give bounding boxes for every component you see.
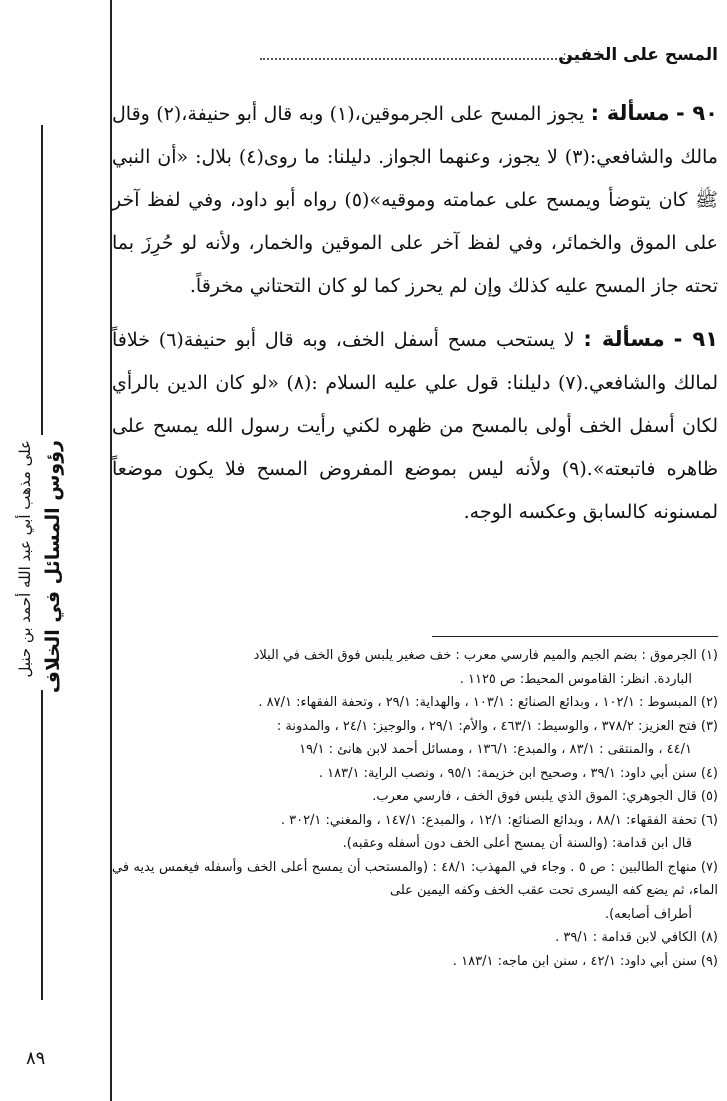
footnote-number: (٣) [700,718,718,734]
footnote-8 [112,926,718,950]
footnote-continuation: ٤٤/١ ، والمنتقى : ٨٣/١ ، والمبدع: ١٣٦/١ ، ومسائل أحمد لابن هانئ : ١٩/١ [299,742,692,757]
side-title [8,440,88,694]
footnote-text: منهاج الطالبين : ص ٥ . وجاء في المهذب: ٤٨/١ : (والمستحب أن يمسح أعلى الخف وأسفله فيغمس يديه في الماء، ثم يضع كفه اليسرى تحت عقب الخف وكفه اليمين على [112,859,718,898]
footnote-5 [112,785,718,809]
issue-text: يجوز المسح على الجرموقين،(١) وبه قال أبو حنيفة،(٢) وقال مالك والشافعي:(٣) لا يجوز، وعنهما الجواز. دليلنا: ما روى(٤) بلال: «أن النبي ﷺ كان يتوضأ ويمسح على عمامته وموقيه»(٥) رواه أبو داود، وفي لفظ آخر على الموق والخمائر، وفي لفظ آخر على الموقين والخمار، ولأنه لو حُرِزَ بما تحته جاز المسح عليه كذلك وإن لم يحرز كما لو كان التحتاني مخرقاً. [112,103,718,297]
footnote-number: (٨) [700,930,718,945]
issue-text: لا يستحب مسح أسفل الخف، وبه قال أبو حنيفة(٦) خلافاً لمالك والشافعي.(٧) دليلنا: قول علي عليه السلام :(٨) «لو كان الدين بالرأي لكان أسفل الخف أولى بالمسح من ظهره لكني رأيت رسول الله يمسح على ظاهره فاتبعته».(٩) ولأنه ليس بموضع المفروض المسح فلا يكون موضعاً لمسنونه كالسابق وعكسه الوجه. [112,329,718,523]
footnote-6 [112,809,718,856]
side-rule-bottom [41,690,43,1000]
footnote-2 [112,691,718,715]
footnote-9 [112,950,718,974]
footnote-text: تحفة الفقهاء: ٨٨/١ ، وبدائع الصنائع: ١٢/١ ، والمبدع: ١٤٧/١ ، والمغني: ٣٠٢/١ . [280,812,697,828]
footnote-text: سنن أبي داود: ٣٩/١ ، وصحيح ابن خزيمة: ٩٥/١ ، ونصب الراية: ١٨٣/١ . [318,765,697,781]
side-rule-top [41,125,43,435]
issue-label: مسألة : [583,327,665,351]
footnote-number: (٩) [700,953,718,969]
footnote-number: (٤) [700,765,718,781]
footnote-text: المبسوط : ١٠٢/١ ، وبدائع الصنائع : ١٠٣/١ ، والهداية: ٢٩/١ ، وتحفة الفقهاء: ٨٧/١ . [258,695,697,710]
footnote-number: (٧) [700,859,718,875]
footnote-continuation: الباردة. انظر: القاموس المحيط: ص ١١٢٥ . [459,671,692,687]
footnote-text: قال الجوهري: الموق الذي يلبس فوق الخف ، فارسي معرب. [372,789,697,804]
issue-91 [112,318,718,534]
running-header [112,44,718,70]
issue-number: ٩٠ - [675,101,718,125]
footnote-4 [112,762,718,786]
footnote-7 [112,856,718,927]
issue-number: ٩١ - [673,327,719,351]
footnote-text: سنن أبي داود: ٤٢/١ ، سنن ابن ماجه: ١٨٣/١ . [452,953,697,969]
footnote-number: (٢) [700,695,718,710]
footnote-number: (١) [700,648,718,663]
footnote-continuation: أطراف أصابعه). [604,906,692,922]
footnote-1 [112,644,718,691]
issue-label: مسألة : [590,101,670,125]
header-title: المسح على الخفين [558,45,718,65]
side-main-title: رؤوس المسائل في الخلاف [42,440,64,694]
header-dotted-rule [260,58,600,60]
main-text [112,92,718,534]
footnote-text: فتح العزيز: ٣٧٨/٢ ، والوسيط: ٤٦٣/١ ، والأم: ٢٩/١ ، والوجيز: ٢٤/١ ، والمدونة : [276,718,697,734]
footnote-text: الكافي لابن قدامة : ٣٩/١ . [555,930,697,945]
footnote-3 [112,715,718,762]
footnote-number: (٥) [700,789,718,804]
footnote-text: الجرموق : بضم الجيم والميم فارسي معرب : خف صغير يلبس فوق الخف في البلاد [253,648,697,663]
footnote-continuation: قال ابن قدامة: (والسنة أن يمسح أعلى الخف دون أسفله وعقبه). [342,836,692,851]
footnotes [112,644,718,973]
issue-90 [112,92,718,308]
page-number: ٨٩ [26,1048,46,1069]
footnote-rule [432,636,718,637]
footnote-number: (٦) [700,812,718,828]
side-subtitle: على مذهب أبي عبد الله أحمد بن حنبل [16,440,34,678]
